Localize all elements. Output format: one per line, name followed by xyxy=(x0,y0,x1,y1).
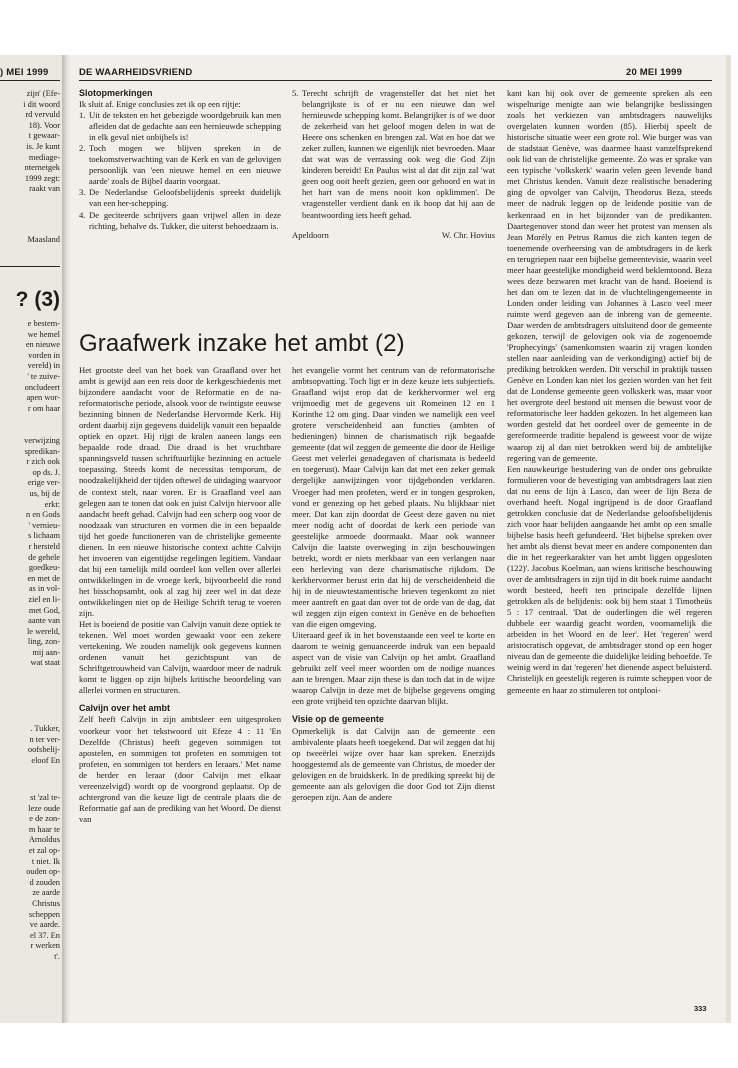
page-edge xyxy=(726,55,731,1023)
article-paragraph: Zelf heeft Calvijn in zijn ambtsleer een uitgesproken voorkeur voor het tekstwoord uit Efeze 4 : 11 'En Dezelfde (Christus) heeft gegeven sommigen tot apostelen, en sommigen tot profeten en sommigen tot profeten, en sommigen tot herders en leraars.' Met name de herder en leraar (door Calvijn met elkaar vereenzelvigd) wordt op de voorgrond geplaatst. Op de achtergrond van die keuze ligt de centrale plaats die de Reformatie gaf aan de prediking van het Woord. De dienst van xyxy=(79,714,281,824)
left-page-line: ouden op- xyxy=(26,867,60,877)
left-page-line: eloof En xyxy=(31,755,60,765)
left-page-line: et zal op- xyxy=(28,845,60,855)
left-page-line: t gewaar- xyxy=(28,131,60,141)
article-column-1 xyxy=(79,365,281,825)
left-page-line: i dit woord xyxy=(23,99,60,109)
slot-item-5: 5. Terecht schrijft de vragensteller dat het niet het belangrijkste is of er nu een nieuwe dan wel hernieuwde schepping komt. Belangrijker is of we door de zekerheid van het geloof mogen delen in wat de Heere ons schenken en brengen zal. Wat en hoe dat we zeker zullen, kunnen we eigenlijk niet bevroeden. Maar dat wat was de verrassing ook weg die God Zijn kinderen bereidt! En Paulus wist al dat dit zijn zal 'wat geen oog ooit heeft gezien, geen oor gehoord en wat in het hart van de mens nooit kon opklimmen'. De vragensteller verdient dank en ik hoop dat hij aan de beantwoording iets heeft gehad. xyxy=(292,88,495,220)
left-page-line: mediage- xyxy=(28,152,60,162)
left-page-line: spredikan- xyxy=(24,446,60,456)
left-page-line: e de zon- xyxy=(29,814,60,824)
slot-column-2 xyxy=(292,88,495,241)
left-page-text-a xyxy=(0,89,60,195)
left-page-line: t niet. Ik xyxy=(31,856,60,866)
signature-name: W. Chr. Hovius xyxy=(441,229,495,240)
left-page-line: r zich ook xyxy=(26,457,60,467)
left-page-line: is. Je kunt xyxy=(26,141,60,151)
left-page-line: de gehele xyxy=(28,552,60,562)
left-page-line: us, bij de xyxy=(29,488,60,498)
page-gutter xyxy=(62,55,70,1023)
slot-heading: Slotopmerkingen xyxy=(79,88,153,98)
slot-item-1: 1. Uit de teksten en het gebezigde woordgebruik kan men afleiden dat de gedachte aan een hernieuwde schepping in elk geval niet onbijbels is! xyxy=(79,110,281,143)
left-page-line: Arnoldus xyxy=(28,835,60,845)
left-page-line: . Tukker, xyxy=(30,724,60,733)
article-column-3 xyxy=(507,88,712,696)
slot-item-3: 3. De Nederlandse Geloofsbelijdenis spreekt duidelijk van een her-schepping. xyxy=(79,187,281,209)
left-page-line: 18). Voor xyxy=(28,120,60,130)
left-page-line: wat staat xyxy=(30,658,60,668)
newspaper-name: DE WAARHEIDSVRIEND xyxy=(79,67,193,78)
article-paragraph: kant kan hij ook over de gemeente spreken als een wispelturige menigte aan wie belangrijke beslissingen zoals het verkiezen van ambtsdragers nauwelijks overgelaten kunnen worden (85). Hierbij speelt de historische situatie weer een grote rol. Wie burger was van de stadstaat Genève, was daarmee haast vanzelfsprekend ook lid van de christelijke gemeente. Zo was er sprake van een typische 'volkskerk' waarin velen geen levende band met Christus kenden. Vanuit deze realistische benadering ging de opvolger van Calvijn, Theodorus Beza, steeds meer de nadruk leggen op de leidende positie van de kerkenraad en in het bijzonder van de predikanten. Daartegenover stond dan weer het protest van mensen als Jean Morély en Petrus Ramus die zich kanten tegen de toenemende overheersing van de ambtsdragers in de kerk en terugriepen naar een bijbelse gemeentevisie, waarin veel meer haar geestelijke mondigheid werd beklemtoond. Beza wees deze bezwaren met kracht van de hand. Boeiend is het dan om te lezen dat in de vluchtelingengemeente in Londen onder leiding van Johannes à Lasco veel meer ruimte werd gegeven aan de inbreng van de gemeente. Daar werden de ambtsdragers uitsluitend door de gemeente gekozen, terwijl de gelovigen ook via de zogenoemde 'Prophecyings' (samenkomsten waarin zij vragen konden stellen naar aanleiding van de verkondiging) actief bij de prediking betrokken werden. Dit verschil in praktijk tussen Genève en Londen kan niet los gezien worden van het feit dat de Londense gemeente geen volkskerk was, maar voor het overgrote deel bestond uit mensen die bewust voor de reformatorische leer hadden gekozen. In het algemeen kan worden gesteld dat het oordeel over de gemeente in de gereformeerde traditie bepalend is geweest voor de wijze waarop zij al dan niet betrokken werd bij de ambtelijke regering van de gemeente. xyxy=(507,88,712,463)
left-page-line: erige ver- xyxy=(27,478,60,488)
left-page-line: ' te zuive- xyxy=(27,371,60,381)
left-page-line: r werken xyxy=(30,941,60,951)
page-number: 333 xyxy=(694,1004,707,1013)
left-page-line: apen wor- xyxy=(26,393,60,403)
left-page-line: r om haar xyxy=(27,403,60,413)
left-page-line: met God, xyxy=(28,605,60,615)
left-page-line: le wereld, xyxy=(26,626,60,636)
article-paragraph: Een nauwkeurige bestudering van de onder ons gebruikte formulieren voor de bevestiging van ambtsdragers laat zien dat nu eens de lijn à Lasco, dan weer de lijn Beza de overhand heeft. Nogal ingrijpend is de door Graafland getrokken conclusie dat de Nederlandse geloofsbelijdenis zich voor haar belijden aangaande het ambt op een smalle bijbelse basis heeft gefundeerd. 'Het bijbelse spreken over het ambt als dienst bevat meer en andere componenten dan die in het regeerkarakter van het ambt liggen opgesloten (122)'. Jacobus Koelman, aan wiens kritische beschouwing over de ambtsdragers in zijn tijd in dit boek ruime aandacht wordt besteed, heeft ten principale dezelfde lijnen getrokken als de belijdenis: ook bij hem staat 1 Timotheüs 5 : 17 centraal. 'Dat de ouderlingen die wél regeren dubbele eer waardig geacht worden, voornamelijk die arbeiden in het Woord en de leer'. Het 'regeren' werd aristocratisch opgevat, de ambtsdrager stond op een hoger niveau dan de gemeente die duidelijke leiding behoefde. Te weinig werd in dat 'regeren' het dienende aspect beluisterd. Christelijk en geestelijk regeren is ruimte scheppen voor de gemeente en haar zo stimuleren tot ontplooi- xyxy=(507,463,712,695)
article-column-2 xyxy=(292,365,495,803)
left-page-line: ling, zon- xyxy=(27,637,60,647)
left-page-line: as in vol- xyxy=(28,584,60,594)
left-page-line: d zouden xyxy=(29,877,60,887)
article-paragraph: Uiteraard geef ik in het bovenstaande een veel te korte en daarom te weinig genuanceerde indruk van een bepaald aspect van de visie van Calvijn op het ambt. Graafland gebruikt zelf veel meer woorden om de nodige nuances aan te brengen. Maar zijn these is dan toch dat in de wijze waarop Calvijn in deze met de bijbelse gegevens omging een grote vrijheid ten opzichte daarvan blijkt. xyxy=(292,630,495,707)
left-divider xyxy=(0,266,60,267)
left-page-line: nternetgek xyxy=(24,163,60,173)
signature xyxy=(292,230,495,241)
left-page-line: el 37. En xyxy=(29,930,60,940)
left-page-line: st 'zal te- xyxy=(30,793,60,802)
left-page-line: op ds. J. xyxy=(32,467,60,477)
left-page-line: oofsbelij- xyxy=(27,745,60,755)
left-page-title-fragment: ? (3) xyxy=(15,288,60,311)
slot-item-4: 4. De geciteerde schrijvers gaan vrijwel allen in deze richting, behalve ds. Tukker, die uiterst behoedzaam is. xyxy=(79,209,281,231)
issue-date: 20 MEI 1999 xyxy=(626,67,683,78)
left-page-line: scheppen xyxy=(28,909,60,919)
slot-intro: Ik sluit af. Enige conclusies zet ik op een rijtje: xyxy=(79,99,241,110)
left-page-line: raakt van xyxy=(29,184,60,194)
signature-place: Apeldoorn xyxy=(292,229,329,240)
header-rule xyxy=(79,80,712,81)
slot-item-2: 2. Toch mogen we blijven spreken in de toekomstverwachting van de Kerk en van de gelovigen persoonlijk van 'een nieuwe hemel en een nieuwe aarde' zoals de Bijbel daarin voorgaat. xyxy=(79,143,281,187)
article-title: Graafwerk inzake het ambt (2) xyxy=(79,330,405,357)
left-page-text-b xyxy=(0,319,60,414)
left-page-line: vorden in xyxy=(28,350,60,360)
left-page-line: m haar te xyxy=(28,824,60,834)
slot-column-1 xyxy=(79,88,281,232)
left-page-line: en met de xyxy=(27,573,60,583)
left-page-text-e xyxy=(0,793,60,963)
left-page-line: goedkeu- xyxy=(28,563,60,573)
left-page-text-c xyxy=(0,436,60,669)
left-page-line: ziel en li- xyxy=(28,594,60,604)
left-page-date: ) MEI 1999 xyxy=(0,67,49,78)
left-page-line: ve aarde. xyxy=(29,920,60,930)
article-paragraph: Opmerkelijk is dat Calvijn aan de gemeente een ambivalente plaats heeft toegekend. Dat wil zeggen dat hij op tweeërlei wijze over haar kan spreken. Enerzijds hooggestemd als de gemeente van Christus, de moeder der gelovigen en de bruidskerk. In de prediking spreekt hij de gemeente aan als gelovigen die door God tot Zijn dienst geroepen zijn. Aan de andere xyxy=(292,725,495,802)
left-header-rule xyxy=(0,80,60,81)
left-page-line: n ter ver- xyxy=(29,734,60,744)
left-page-line: zijn' (Efe- xyxy=(26,89,60,98)
left-page-line: mij aan- xyxy=(32,647,60,657)
left-page-line: we hemel xyxy=(27,329,60,339)
left-page-line: oncludeert xyxy=(24,382,60,392)
article-paragraph: Het is boeiend de positie van Calvijn vanuit deze optiek te tekenen. Wel moet worden gewaakt voor een zekere vertekening. We zouden namelijk ook gegevens kunnen ordenen vanuit het gezichtspunt van de Schriftgetrouwheid van Calvijn, waardoor meer de nadruk komt te liggen op zijn bijbels kritische beoordeling van allerlei vormen en structuren. xyxy=(79,619,281,696)
left-page-line: ' vernieu- xyxy=(28,520,60,530)
left-page-line: 1999 zegt: xyxy=(24,173,60,183)
section-heading-calvijn: Calvijn over het ambt xyxy=(79,703,171,714)
article-paragraph: Het grootste deel van het boek van Graafland over het ambt is gewijd aan een reis door de kerkgeschiedenis met bijzondere aandacht voor de Reformatie en de na-reformatorische periode, alsook voor de twintigste eeuwse bezinning binnen de Nederlandse Hervormde Kerk. Hij ordent daarbij zijn gegevens duidelijk vanuit een bepaalde optiek en opzet. Hij rijgt de kralen aaneen langs een bepaalde rode draad. Die draad is het vruchtbare spanningsveld tussen schriftuurlijke bezinning en actuele toepassing. Steeds komt de necessitas temporum, de noodzakelijkheid der tijden oftewel de uitdaging waarvoor de context stelt, naar voren. Er is Graafland veel aan gelegen aan te tonen dat ook en juist Calvijn hiervoor alle aandacht heeft gehad. Calvijn had een scherp oog voor de noodzaak van structuren en vormen die in een bepaalde tijd het goede functioneren van de christelijke gemeente dienen. In een nieuwe historische context achtte Calvijn het invoeren van eigentijdse regelingen legitiem. Vandaar dat hij een tamelijk mild oordeel kon vellen over allerlei ontwikkelingen in de vroege kerk, bijvoorbeeld die rond het bisschopsambt, ook al zag hij zeer wel in dat deze ontwikkelingen niet op de Heilige Schrift terug te voeren zijn. xyxy=(79,365,281,619)
left-page-place: Maasland xyxy=(27,235,60,244)
left-page-line: verwijzing xyxy=(24,436,60,445)
left-page-line: leze oude xyxy=(28,803,60,813)
left-page-text-d xyxy=(0,724,60,766)
left-page-line: r hersteld xyxy=(28,541,60,551)
left-page-line: e bestem- xyxy=(27,319,60,328)
left-page-line: n en Gods xyxy=(26,510,60,520)
section-heading-gemeente: Visie op de gemeente xyxy=(292,714,384,725)
left-page-line: aante van xyxy=(28,616,60,626)
left-page-line: Christus xyxy=(32,898,60,908)
article-paragraph: het evangelie vormt het centrum van de reformatorische ambtsopvatting. Toch ligt er in deze keuze iets subjectiefs. Graafland wijst erop dat de kerkhervormer wel erg vrijmoedig met de gegevens uit Romeinen 12 en 1 Korinthe 12 om ging. Daar vinden we namelijk een veel grotere verscheidenheid aan functies (ambten of bedieningen) binnen de charismatisch rijk begaafde gemeente (dat wil zeggen de gemeente die door de Heilige Geest met velerlei genadegaven of charismata is bedeeld en toegerust). Maar Calvijn kan dat met een zeker gemak dergelijke aanwijzingen voor tijdgebonden verklaren. Vroeger had men profeten, werd er in tongen gesproken, vond er genezing op het gebed plaats. Nu blijkbaar niet meer. Dat kan zijn doordat de Geest deze gaven nu niet meer nodig acht of doordat de kerk een periode van geestelijke armoede doormaakt. Maar ook wanneer Calvijn die laatste overweging in zijn beschouwingen betrekt, wordt er niets merkbaar van een verlangen naar een herleving van deze charismatische rijkdom. De kerkhervormer berust erin dat hij de verscheidenheid die hij in de nieuwtestamentische brieven tegenkomt zo niet meer aantreft en gaat dan over tot de orde van de dag, dat wil zeggen zijn eigen context in Genève en de behoeften van die eigen omgeving. xyxy=(292,365,495,630)
left-page-line: en nieuwe xyxy=(25,340,60,350)
left-page-line: t'. xyxy=(54,951,60,961)
left-page-line: s lichaam xyxy=(28,531,60,541)
left-page-line: ze aarde xyxy=(32,888,60,898)
left-page-line: rd vervuld xyxy=(25,110,60,120)
left-page-line: erkt: xyxy=(44,499,60,509)
left-page-line: vereld) in xyxy=(27,361,60,371)
